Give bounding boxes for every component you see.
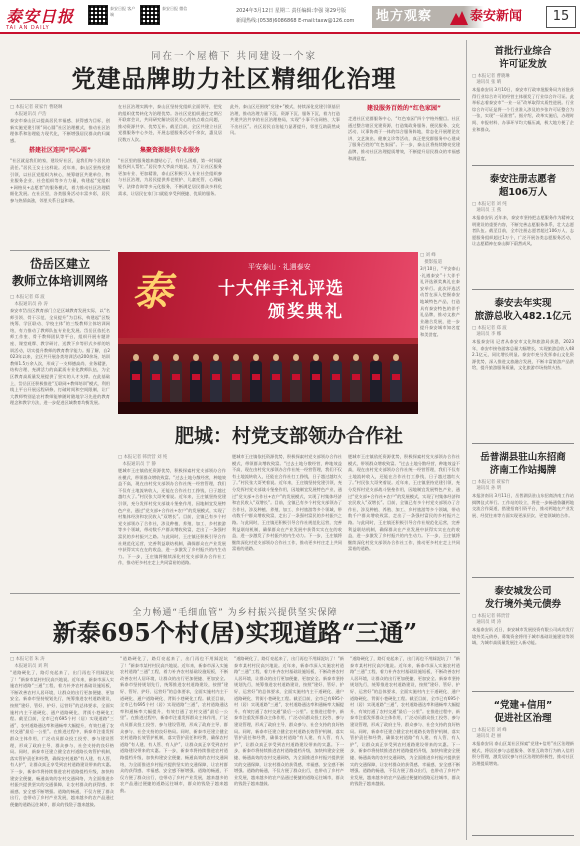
article-body: 此外，泰山区还围绕“党建+”模式，持续深化党建引领基层治理，推动治理力量下沉、资源下沉、服务下沉，着力打造共建共治共享的社区治理格局，实现“小事不出网格、大事不出社区”。社区居民自治能力显著提升，邻里互助蔚然成风。 (230, 104, 340, 136)
article-feicheng-col2: 肥城市王庄镇依托资源优势，积极探索村党支部领办合作社模式，带领群众增收致富。“过去土地分散经营，种地效益不高，现在由村党支部领办合作社统一经营管理，我们不仅有土地流转收入，还能在合作社打工挣钱，日子越过越红火了。”村民张大哥笑着说。近年来，王庄镇坚持党建引领，充分发挥村党支部战斗堡垒作用，因地制宜发展特色产业，通过“党支部+合作社+农户”的发展模式，实现了村集体经济和农民收入“双增长”。目前，全镇已有多个村党支部领办了合作社，涉及种植、养殖、加工、乡村旅游等多个领域，带动数千户群众增收致富，走出了一条强村富民的乡村振兴之路。与此同时，王庄镇还积极引导合作社规范化运营，完善利益联结机制，确保群众在产业发展中获得实实在在的收益，进一步激发了乡村振兴的内生动力。下一步，王庄镇将继续深化村党支部领办合作社工作，推动更多村庄走上共同富裕的道路。 (232, 454, 342, 552)
short-news-title: 泰安城发公司 发行境外美元债券 (484, 586, 561, 610)
person-figure (190, 354, 202, 404)
person-figure (330, 354, 342, 404)
article-lead: 泰安市泰山区以提高居民幸福感、获得感为目标，创新实施党建引领“同心圆”社区治理模式，推动社区治理体系和治理能力现代化，不断增强居民群众的归属感。 (10, 118, 110, 143)
short-news-title: 首批行业综合 许可证发放 (494, 46, 552, 70)
short-news-title: 泰安注册志愿者 超106万人 (489, 174, 557, 198)
article-subhead: 建设服务百姓的“红色家园” (367, 105, 441, 112)
brand-title: 泰安新闻 (470, 9, 523, 24)
article-feicheng-col3: 肥城市王庄镇依托资源优势，积极探索村党支部领办合作社模式，带领群众增收致富。“过去土地分散经营，种地效益不高，现在由村党支部领办合作社统一经营管理，我们不仅有土地流转收入，还能在合作社打工挣钱，日子越过越红火了。”村民张大哥笑着说。近年来，王庄镇坚持党建引领，充分发挥村党支部战斗堡垒作用，因地制宜发展特色产业，通过“党支部+合作社+农户”的发展模式，实现了村集体经济和农民收入“双增长”。目前，全镇已有多个村党支部领办了合作社，涉及种植、养殖、加工、乡村旅游等多个领域，带动数千户群众增收致富，走出了一条强村富民的乡村振兴之路。与此同时，王庄镇还积极引导合作社规范化运营，完善利益联结机制，确保群众在产业发展中获得实实在在的收益，进一步激发了乡村振兴的内生动力。下一步，王庄镇将继续深化村党支部领办合作社工作，推动更多村庄走上共同富裕的道路。 (348, 454, 460, 552)
stage-people (126, 348, 410, 408)
person-figure (230, 354, 242, 404)
article-body: 走进社区党群服务中心，“红色家园”四个字格外醒目。社区通过整合辖区党建资源，打造集政务服务、便民服务、文化活动、议事协商于一体的综合服务阵地，常态化开展理论宣讲、文艺演出、健康义诊等活动，真正把党群服务中心建成了服务百姓的“红色家园”。下一步，泰山区将持续擦亮党建品牌，推动社区治理提质增效，不断提升居民群众的幸福感和满意度。 (348, 116, 460, 161)
person-figure (170, 354, 182, 404)
short-news-byline: □ 本报记者 刘 峰 通讯员 赵 丽 (472, 728, 507, 739)
article-body: “社区里的服务越来越贴心了，有什么困难，第一时间就能找到人帮忙。”居民李大爷高兴地说。为了让社区服务更加专业、更加精准，泰山区积极引入专业社会组织参与社区治理，为居民提供养老照护、儿童托管、心理疏导、法律咨询等多元化服务，不断满足居民群众多样化需求，让居民在家门口就能享受到便捷、优质的服务。 (118, 157, 222, 196)
short-news-byline: □ 本报记者 聂家竹 通讯员 孙 明 (472, 480, 510, 491)
short-news-body: 本报泰安讯 3月10日，泰安市行政审批服务局为首批获得行业综合许可的经营主体颁发了行业综合许可证。此举标志着泰安市“一业一证”改革取得实质性进展。行业综合许可证是将一个行业准入涉及的多张许可证整合为一张，实现“一证准营”。据介绍，改革实施后，办理时间、申报材料、办事环节均大幅压减，极大地方便了企业和群众。 (472, 87, 574, 132)
article-training-body: □ 本报记者 郑 波 本报通讯员 孙 涛 泰安市岱岳区教育部门立足区域教育发展实际，以“名师引领、骨干示范、全员提升”为目标，构建起“区级统筹、学区联动、学校主体”的三级教师立体培训网络，有力推动了教师队伍专业化发展。岱岳区依托名师工作室、骨干教师团队等平台，组织开展专题讲座、课堂观摩、教学研讨、送教下乡等形式多样的培训活动，切实提升教师的教育教学能力。据了解，自2023年以来，全区共开展各类培训活动200余场，培训教师1.5万余人次，形成了一支师德高尚、业务精湛、结构合理、充满活力的高素质专业化教师队伍，为全区教育高质量发展提供了坚实的人才支撑。在此基础上，岱岳区还积极推进“互联网+教师培训”模式，利用线上平台开展远程研修，打破时间和空间限制，让广大教师特别是农村教师能够随时随地学习先进的教育理念和教学方法，进一步促进区域教育均衡发展。 (10, 295, 110, 406)
photo-caption: □ 刘 峰 摄影报道 3月10日，“平安泰山·礼遇泰安”十大伴手礼评选颁奖典礼在泰安举行。此次评选活动旨在深入挖掘泰安地域特色产品，打造具有泰安特色的伴手礼品牌，推动文旅产业融合发展，进一步提升泰安城市知名度和美誉度。 (420, 253, 460, 337)
short-news-byline: □ 本报记者 曹晓琳 通讯员 张 晴 (472, 74, 510, 85)
article-byline: □ 本报记者 聂家竹 曹晓琳 本报通讯员 卢浩 (10, 105, 63, 117)
qr-caption: 泰安日报 客户端 (110, 6, 136, 17)
section-name: 地方观察 (376, 9, 433, 24)
short-news-item (472, 582, 574, 692)
article-roads-col2: “道路硬化了，路灯亮起来了，出门再也不用踩泥坑了！”新泰市某村村民高兴地说。近年来，新泰市深入实施农村道路“三通”工程，着力补齐农村基础设施短板，不断改善农村人居环境，让群众的出行更加便捷、更加安全。新泰市坚持规划先行，统筹推进农村道路建设，按照“建好、管好、护好、运营好”的总体要求，全面实施村内主干道硬化、通户道路硬化、背街小巷硬化工程。截至目前，全市已有695个村（居）实现道路“三通”，农村道路通达率和通畅率大幅提升，有效打通了农村交通“最后一公里”。在推进过程中，新泰市注重发挥群众主体作用，广泛动员群众投工投劳、参与建设管理，形成了政府主导、群众参与、社会支持的良好格局。同时，新泰市还建立健全农村道路长效管护机制，落实管护责任和经费，确保农村道路“有人建、有人管、有人护”，让群众真正享受到农村道路建设带来的实惠。下一步，新泰市将持续推进农村道路提档升级，加快构建安全便捷、畅通高效的农村交通网络，为全面推进乡村振兴提供坚实的交通保障，让农村群众的获得感、幸福感、安全感不断增强。道路的畅通，不仅方便了群众出行，也带动了乡村产业发展，越来越多的农产品通过便捷的道路运往城市，群众的钱袋子越来越鼓。 (120, 656, 228, 793)
qr-code-icon (140, 5, 160, 25)
contact-line: 新闻热线:(0538)6086868 E-mail:taxw@126.com (236, 18, 355, 24)
short-news-title: 岳普湖县驻山东招商 济南工作站揭牌 (480, 452, 566, 476)
article-main-col1 (10, 104, 110, 244)
page-number: 15 (546, 6, 576, 28)
article-main-kicker: 同在一个屋檐下 共同建设一个家 (150, 51, 318, 62)
stage-char: 泰 (132, 268, 172, 315)
short-news-body: 本报泰安讯 记者从泰安市文化和旅游局获悉，2023年，泰安市接待游客总量大幅增长，实现旅游总收入482.1亿元，同比增长明显。泰安市充分发挥泰山文化资源优势，深入推进文旅融合发展，不断丰富旅游产品供给，提升旅游服务质量，文化旅游市场持续火热。 (472, 339, 574, 371)
short-news-body: 本报泰安讯 泰山区某社区探索“党建+信用”社区治理新模式，将居民参与志愿服务、邻里互助等行为纳入信用积分管理，激发居民参与社区治理的积极性，推动社区治理提质增效。 (472, 741, 574, 766)
short-news-item (472, 696, 574, 836)
person-figure (250, 354, 262, 404)
article-feicheng-col1: □ 本报记者 韩贵营 刘 纯 本报通讯员 于 静 肥城市王庄镇依托资源优势，积极探索村党支部领办合作社模式，带领群众增收致富。“过去土地分散经营，种地效益不高，现在由村党支部领办合作社统一经营管理，我们不仅有土地流转收入，还能在合作社打工挣钱，日子越过越红火了。”村民张大哥笑着说。近年来，王庄镇坚持党建引领，充分发挥村党支部战斗堡垒作用，因地制宜发展特色产业，通过“党支部+合作社+农户”的发展模式，实现了村集体经济和农民收入“双增长”。目前，全镇已有多个村党支部领办了合作社，涉及种植、养殖、加工、乡村旅游等多个领域，带动数千户群众增收致富，走出了一条强村富民的乡村振兴之路。与此同时，王庄镇还积极引导合作社规范化运营，完善利益联结机制，确保群众在产业发展中获得实实在在的收益，进一步激发了乡村振兴的内生动力。下一步，王庄镇将继续深化村党支部领办合作社工作，推动更多村庄走上共同富裕的道路。 (118, 455, 226, 566)
article-body: 在社区治理实践中，泰山区坚持党组织全面领导，把党的组织优势转化为治理优势。各社区党组织通过定期召开联席会议，共同研究解决居民关心的热点难点问题，推动资源共享、优势互补。截至目前，全区共建立社区党群服务中心多处，开展志愿服务活动千余次，惠及居民数万人次。 (118, 104, 222, 142)
article-roads-col1: □ 本报记者 朱 涛 本报通讯员 刘 利 “道路硬化了，路灯亮起来了，出门再也不用踩泥坑了！”新泰市某村村民高兴地说。近年来，新泰市深入实施农村道路“三通”工程，着力补齐农村基础设施短板，不断改善农村人居环境，让群众的出行更加便捷、更加安全。新泰市坚持规划先行，统筹推进农村道路建设，按照“建好、管好、护好、运营好”的总体要求，全面实施村内主干道硬化、通户道路硬化、背街小巷硬化工程。截至目前，全市已有695个村（居）实现道路“三通”，农村道路通达率和通畅率大幅提升，有效打通了农村交通“最后一公里”。在推进过程中，新泰市注重发挥群众主体作用，广泛动员群众投工投劳、参与建设管理，形成了政府主导、群众参与、社会支持的良好格局。同时，新泰市还建立健全农村道路长效管护机制，落实管护责任和经费，确保农村道路“有人建、有人管、有人护”，让群众真正享受到农村道路建设带来的实惠。下一步，新泰市将持续推进农村道路提档升级，加快构建安全便捷、畅通高效的农村交通网络，为全面推进乡村振兴提供坚实的交通保障，让农村群众的获得感、幸福感、安全感不断增强。道路的畅通，不仅方便了群众出行，也带动了乡村产业发展，越来越多的农产品通过便捷的道路运往城市，群众的钱袋子越来越鼓。 (10, 657, 114, 807)
article-roads-col4: “道路硬化了，路灯亮起来了，出门再也不用踩泥坑了！”新泰市某村村民高兴地说。近年来，新泰市深入实施农村道路“三通”工程，着力补齐农村基础设施短板，不断改善农村人居环境，让群众的出行更加便捷、更加安全。新泰市坚持规划先行，统筹推进农村道路建设，按照“建好、管好、护好、运营好”的总体要求，全面实施村内主干道硬化、通户道路硬化、背街小巷硬化工程。截至目前，全市已有695个村（居）实现道路“三通”，农村道路通达率和通畅率大幅提升，有效打通了农村交通“最后一公里”。在推进过程中，新泰市注重发挥群众主体作用，广泛动员群众投工投劳、参与建设管理，形成了政府主导、群众参与、社会支持的良好格局。同时，新泰市还建立健全农村道路长效管护机制，落实管护责任和经费，确保农村道路“有人建、有人管、有人护”，让群众真正享受到农村道路建设带来的实惠。下一步，新泰市将持续推进农村道路提档升级，加快构建安全便捷、畅通高效的农村交通网络，为全面推进乡村振兴提供坚实的交通保障，让农村群众的获得感、幸福感、安全感不断增强。道路的畅通，不仅方便了群众出行，也带动了乡村产业发展，越来越多的农产品通过便捷的道路运往城市，群众的钱袋子越来越鼓。 (350, 656, 460, 787)
article-main-col4 (348, 104, 460, 244)
article-byline: □ 本报记者 郑 波 本报通讯员 孙 涛 (10, 295, 48, 307)
short-news-body: 本报泰安讯 近年来，泰安市坚持把志愿服务作为精神文明建设的重要内容，不断完善志愿服务体系，壮大志愿者队伍。截至目前，全市注册志愿者超过106万人，志愿服务组织超过1万个，广泛开展各类志愿服务活动，让志愿精神在泰山脚下蔚然成风。 (472, 215, 574, 247)
short-news-title: “党建+信用” 促进社区治理 (493, 700, 553, 724)
short-news-byline: □ 本报记者 韩贵营 通讯员 周 涛 (472, 614, 510, 625)
stage-subtitle: 颁奖典礼 (268, 302, 344, 322)
paper-name: 泰安日报 (6, 7, 75, 26)
paper-name-latin: TAI AN DAILY (6, 25, 50, 31)
person-figure (130, 354, 142, 404)
person-figure (270, 354, 282, 404)
article-training-headline: 岱岳区建立 教师立体培训网络 (11, 257, 108, 288)
stage-title-big: 十大伴手礼评选 (218, 279, 344, 299)
short-news-item (472, 294, 574, 444)
short-news-item (472, 448, 574, 578)
short-news-body: 本报泰安讯 近日，泰安城市发展投资有限公司成功发行境外美元债券，募集资金将用于城市基础设施建设等领域，为城市高质量发展注入新动能。 (472, 627, 574, 646)
newspaper-logo (6, 4, 80, 31)
qr-code-icon (88, 5, 108, 25)
short-news-column (472, 42, 574, 842)
person-figure (350, 354, 362, 404)
stage-title-small: 平安泰山 · 礼遇泰安 (248, 263, 311, 271)
award-ceremony-photo (118, 252, 418, 414)
person-figure (390, 354, 402, 404)
person-figure (210, 354, 222, 404)
mountain-icon (450, 9, 468, 25)
masthead (0, 0, 580, 34)
article-subhead: 集聚资源提供专业服务 (139, 146, 200, 154)
article-subhead: 搭建社区连同“同心圆” (29, 147, 91, 155)
short-news-item (472, 170, 574, 290)
person-figure (310, 354, 322, 404)
person-figure (370, 354, 382, 404)
article-body: “社区就是我们的家，建设好社区，是我们每个居民的责任。”居民王女士这样说。近年来，泰山区坚持党建引领，以社区党组织为核心，统筹辖区共建单位、物业服务企业、社会组织等多方力量，构建起“党组织+网格员+志愿者”的服务模式，着力推动社区治理精细化发展。在社区里，各类服务活动丰富多彩，居民参与热情高涨，邻里关系日益和谐。 (10, 158, 110, 203)
article-roads-col3: “道路硬化了，路灯亮起来了，出门再也不用踩泥坑了！”新泰市某村村民高兴地说。近年来，新泰市深入实施农村道路“三通”工程，着力补齐农村基础设施短板，不断改善农村人居环境，让群众的出行更加便捷、更加安全。新泰市坚持规划先行，统筹推进农村道路建设，按照“建好、管好、护好、运营好”的总体要求，全面实施村内主干道硬化、通户道路硬化、背街小巷硬化工程。截至目前，全市已有695个村（居）实现道路“三通”，农村道路通达率和通畅率大幅提升，有效打通了农村交通“最后一公里”。在推进过程中，新泰市注重发挥群众主体作用，广泛动员群众投工投劳、参与建设管理，形成了政府主导、群众参与、社会支持的良好格局。同时，新泰市还建立健全农村道路长效管护机制，落实管护责任和经费，确保农村道路“有人建、有人管、有人护”，让群众真正享受到农村道路建设带来的实惠。下一步，新泰市将持续推进农村道路提档升级，加快构建安全便捷、畅通高效的农村交通网络，为全面推进乡村振兴提供坚实的交通保障，让农村群众的获得感、幸福感、安全感不断增强。道路的畅通，不仅方便了群众出行，也带动了乡村产业发展，越来越多的农产品通过便捷的道路运往城市，群众的钱袋子越来越鼓。 (234, 656, 344, 787)
article-feicheng-headline: 肥城：村党支部领办合作社 (174, 425, 403, 447)
article-roads-kicker: 全力畅通“毛细血管” 为乡村振兴提供坚实保障 (132, 608, 338, 618)
article-main-headline: 党建品牌助力社区精细化治理 (71, 64, 397, 93)
short-news-body: 本报济南讯 3月11日，岳普湖县驻山东招商济南工作站揭牌仪式举行。工作站的设立，将进一步畅通鲁疆两地交流合作渠道，搭建招商引资平台，推动两地在产业发展、经贸往来等方面实现更深层次、更宽领域的合作。 (472, 493, 574, 518)
person-figure (150, 354, 162, 404)
short-news-title: 泰安去年实现 旅游总收入482.1亿元 (474, 298, 572, 322)
person-figure (290, 354, 302, 404)
article-main-col2 (118, 104, 222, 244)
qr-caption: 泰安日报 微信 (162, 6, 188, 11)
short-news-item (472, 42, 574, 166)
short-news-byline: □ 本报记者 郑 波 通讯员 李 娜 (472, 326, 507, 337)
date-line: 2024年3月12日 星期二 责任编辑:李强 第29号版 (236, 8, 347, 14)
article-roads-headline: 新泰695个村(居)实现道路“三通” (52, 618, 418, 647)
article-main-col3 (230, 104, 340, 244)
short-news-byline: □ 本报记者 刘 纯 通讯员 王 燕 (472, 202, 507, 213)
